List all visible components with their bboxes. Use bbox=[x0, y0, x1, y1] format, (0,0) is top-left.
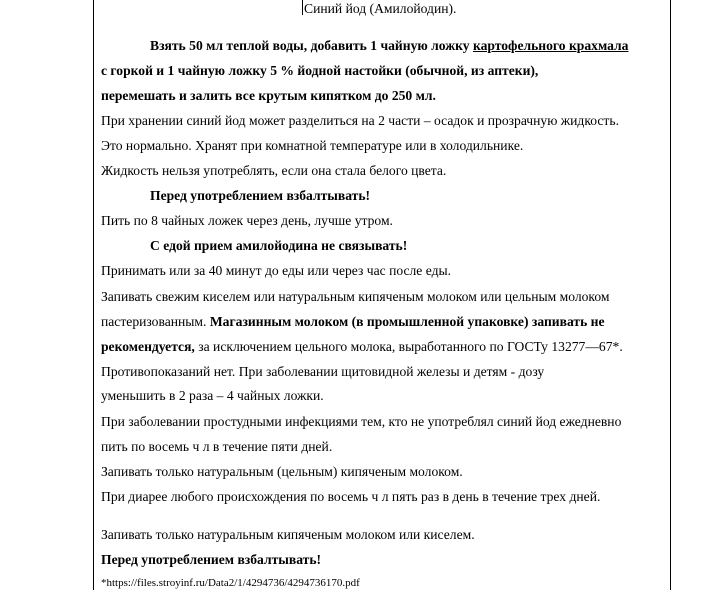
starch-link[interactable]: картофельного крахмала bbox=[472, 38, 629, 53]
cold-line-1: При заболевании простудными инфекциями тем, кто не употреблял синий йод ежедневно bbox=[101, 414, 622, 429]
shake-note-2: Перед употреблением взбалтывать! bbox=[101, 552, 322, 567]
shake-note: Перед употреблением взбалтывать! bbox=[150, 188, 371, 203]
text-cursor bbox=[302, 0, 303, 15]
gost-text: за исключением цельного молока, выработанного по ГОСТу 13277—67*. bbox=[194, 339, 623, 354]
food-note: С едой прием амилойодина не связывать! bbox=[150, 238, 408, 253]
left-margin-line bbox=[93, 0, 94, 590]
intro-line-3: перемешать и залить все крутым кипятком до 250 мл. bbox=[101, 88, 436, 103]
contra-line-1: Противопоказаний нет. При заболевании щитовидной железы и детям - дозу bbox=[101, 364, 545, 379]
drink-text: пастеризованным. bbox=[101, 314, 210, 329]
timing-line: Принимать или за 40 минут до еды или через час после еды. bbox=[101, 263, 452, 278]
title-text: Синий йод (Амилойодин). bbox=[304, 1, 457, 16]
intro-text: Взять 50 мл теплой воды, добавить 1 чайную ложку bbox=[150, 38, 473, 53]
storage-line-2: Это нормально. Хранят при комнатной температуре или в холодильнике. bbox=[101, 138, 524, 153]
cold-line-3: Запивать только натуральным (цельным) кипяченым молоком. bbox=[101, 464, 463, 479]
diarrhea-drink-line: Запивать только натуральным кипяченым молоком или киселем. bbox=[101, 527, 475, 542]
store-milk-warning: Магазинным молоком (в промышленной упаковке) запивать не bbox=[209, 314, 605, 329]
storage-line-1: При хранении синий йод может разделиться на 2 части – осадок и прозрачную жидкость. bbox=[101, 113, 619, 128]
drink-line-2 bbox=[101, 313, 605, 331]
storage-line-3: Жидкость нельзя употреблять, если она стала белого цвета. bbox=[101, 163, 447, 178]
diarrhea-line: При диарее любого происхождения по восемь ч л пять раз в день в течение трех дней. bbox=[101, 489, 601, 504]
contra-line-2: уменьшить в 2 раза – 4 чайных ложки. bbox=[101, 388, 324, 403]
intro-line-1 bbox=[150, 37, 628, 55]
dose-line: Пить по 8 чайных ложек через день, лучше утром. bbox=[101, 213, 393, 228]
footnote-url[interactable]: *https://files.stroyinf.ru/Data2/1/4294736/4294736170.pdf bbox=[101, 577, 360, 589]
intro-line-2: с горкой и 1 чайную ложку 5 % йодной настойки (обычной, из аптеки), bbox=[101, 63, 539, 78]
not-recommended-text: рекомендуется, bbox=[101, 339, 195, 354]
drink-line-1: Запивать свежим киселем или натуральным кипяченым молоком или цельным молоком bbox=[101, 289, 610, 304]
right-margin-line bbox=[670, 0, 671, 590]
document-title[interactable] bbox=[302, 0, 456, 18]
cold-line-2: пить по восемь ч л в течение пяти дней. bbox=[101, 439, 333, 454]
drink-line-3 bbox=[101, 338, 623, 356]
